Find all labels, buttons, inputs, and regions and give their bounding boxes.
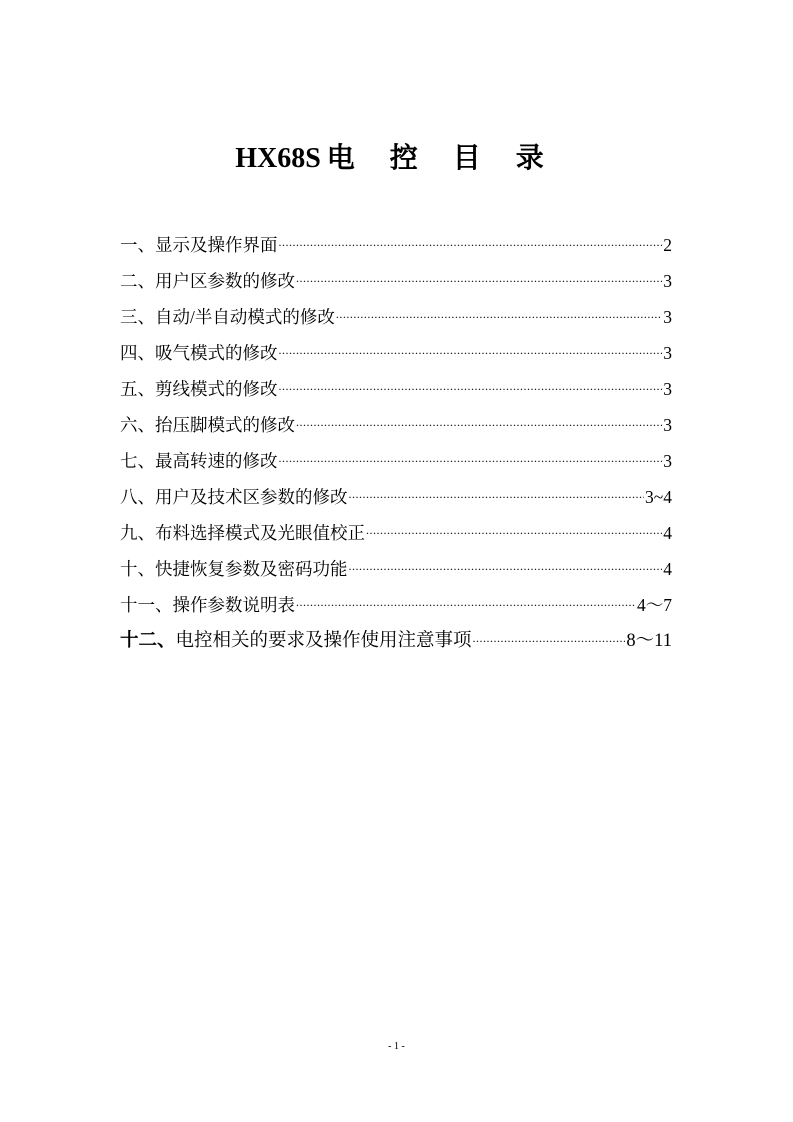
toc-entry-text: 自动/半自动模式的修改	[155, 307, 335, 327]
toc-entry-label	[120, 263, 295, 299]
dot-leader	[473, 623, 626, 659]
toc-entry-text: 快捷恢复参数及密码功能	[155, 559, 348, 579]
toc-entry-label	[120, 443, 278, 479]
toc-entry-number: 六、	[120, 415, 155, 435]
toc-entry-label	[120, 515, 365, 551]
toc-entry-page: 3	[663, 379, 672, 399]
toc-entry-11[interactable]	[120, 587, 672, 623]
toc-entry-page: 4～7	[637, 595, 672, 615]
toc-entry-number: 十二、	[120, 631, 176, 651]
toc-entry-label	[120, 479, 348, 515]
toc-entry-page: 3~4	[645, 487, 672, 507]
toc-entry-8[interactable]	[120, 479, 672, 515]
toc-entry-page: 3	[663, 307, 672, 327]
dot-leader	[279, 227, 663, 263]
toc-entry-7[interactable]	[120, 443, 672, 479]
toc-entry-number: 十、	[120, 559, 155, 579]
toc-entry-2[interactable]	[120, 263, 672, 299]
dot-leader	[366, 515, 662, 551]
dot-leader	[349, 551, 663, 587]
toc-entry-3[interactable]	[120, 299, 672, 335]
toc-entry-label	[120, 227, 278, 263]
toc-entry-label	[120, 371, 278, 407]
toc-entry-text: 最高转速的修改	[155, 451, 278, 471]
dot-leader	[349, 479, 645, 515]
toc-entry-number: 九、	[120, 523, 155, 543]
toc-entry-number: 十一、	[120, 595, 173, 615]
toc-entry-page: 3	[663, 451, 672, 471]
dot-leader	[279, 443, 663, 479]
dot-leader	[336, 299, 662, 335]
title-model: HX68S	[235, 143, 321, 174]
toc-entry-label	[120, 299, 335, 335]
toc-entry-page: 4	[663, 559, 672, 579]
toc-entry-number: 五、	[120, 379, 155, 399]
toc-entry-4[interactable]	[120, 335, 672, 371]
dot-leader	[296, 263, 662, 299]
toc-entry-number: 一、	[120, 235, 155, 255]
toc-entry-number: 七、	[120, 451, 155, 471]
dot-leader	[279, 335, 663, 371]
dot-leader	[296, 407, 662, 443]
dot-leader	[296, 587, 636, 623]
toc-entry-text: 显示及操作界面	[155, 235, 278, 255]
toc-entry-5[interactable]	[120, 371, 672, 407]
toc-entry-number: 四、	[120, 343, 155, 363]
toc-entry-number: 三、	[120, 307, 155, 327]
toc-entry-text: 电控相关的要求及操作使用注意事项	[175, 631, 472, 651]
toc-entry-text: 布料选择模式及光眼值校正	[155, 523, 365, 543]
toc-entry-text: 用户及技术区参数的修改	[155, 487, 348, 507]
title-text: 电 控 目 录	[326, 143, 558, 174]
toc-entry-9[interactable]	[120, 515, 672, 551]
table-of-contents	[120, 227, 672, 659]
toc-entry-10[interactable]	[120, 551, 672, 587]
toc-entry-label	[120, 623, 472, 659]
toc-entry-text: 剪线模式的修改	[155, 379, 278, 399]
toc-entry-text: 操作参数说明表	[172, 595, 295, 615]
toc-entry-label	[120, 335, 278, 371]
toc-entry-page: 8～11	[626, 631, 672, 651]
toc-entry-number: 二、	[120, 271, 155, 291]
toc-entry-12[interactable]	[120, 623, 672, 659]
toc-entry-page: 3	[663, 415, 672, 435]
page-title	[0, 141, 793, 177]
toc-entry-text: 用户区参数的修改	[155, 271, 295, 291]
toc-entry-label	[120, 551, 348, 587]
toc-entry-number: 八、	[120, 487, 155, 507]
toc-entry-page: 4	[663, 523, 672, 543]
toc-entry-page: 2	[663, 235, 672, 255]
toc-entry-label	[120, 587, 295, 623]
toc-entry-6[interactable]	[120, 407, 672, 443]
toc-entry-text: 吸气模式的修改	[155, 343, 278, 363]
toc-entry-text: 抬压脚模式的修改	[155, 415, 295, 435]
toc-entry-page: 3	[663, 271, 672, 291]
toc-entry-1[interactable]	[120, 227, 672, 263]
toc-entry-page: 3	[663, 343, 672, 363]
toc-entry-label	[120, 407, 295, 443]
footer-page-number: - 1 -	[388, 1041, 405, 1052]
dot-leader	[279, 371, 663, 407]
